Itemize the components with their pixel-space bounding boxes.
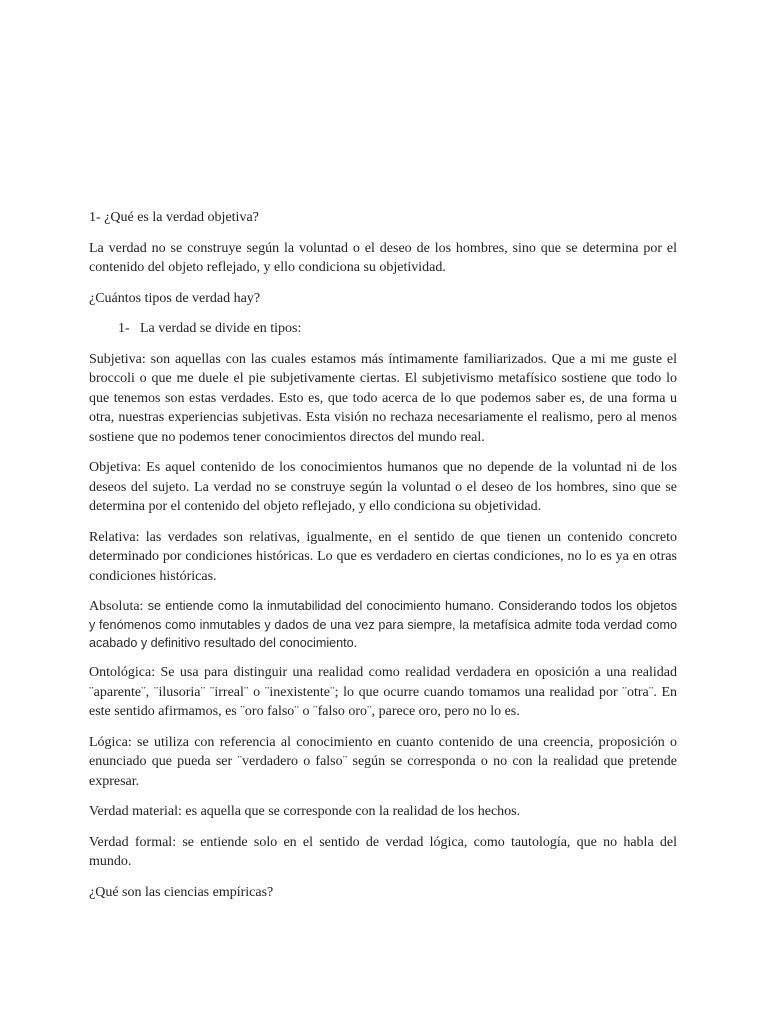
question-heading-2: ¿Cuántos tipos de verdad hay?	[89, 290, 261, 306]
type-verdad-formal	[89, 833, 677, 872]
type-term: Absoluta:	[89, 599, 144, 614]
list-item-text: La verdad se divide en tipos:	[140, 321, 302, 336]
type-description: son aquellas con las cuales estamos más íntimamente familiarizados. Que a mi me guste el broccoli o que me duele el pie subjetivamente ciertas. El subjetivismo metafísico sostiene que todo lo que tenemos son estas verdades. Esto es, que todo acerca de lo que podemos saber es, de una forma u otra, nuestras experiencias subjetivas. Esta visión no rechaza necesariamente el realismo, pero al menos sostiene que no podemos tener conocimientos directos del mundo real.	[89, 351, 677, 445]
type-term: Verdad formal:	[89, 834, 177, 850]
type-term: Relativa:	[89, 529, 140, 545]
type-logica	[89, 733, 677, 792]
type-description: se entiende como la inmutabilidad del conocimiento humano. Considerando todos los objetos y fenómenos como inmutables y dados de una vez para siempre, la metafísica admite toda verdad como acabado y definitivo resultado del conocimiento.	[89, 599, 677, 650]
type-description: se entiende solo en el sentido de verdad lógica, como tautología, que no habla del mundo.	[89, 834, 677, 869]
type-description: Se usa para distinguir una realidad como realidad verdadera en oposición a una realidad ¨aparente¨, ¨ilusoria¨ ¨irreal¨ o ¨inexistente¨; lo que ocurre cuando tomamos una realidad por ¨otra¨. En este sentido afirmamos, es ¨oro falso¨ o ¨falso oro¨, parece oro, pero no lo es.	[89, 665, 677, 719]
type-term: Objetiva:	[89, 460, 142, 475]
type-verdad-material	[89, 802, 677, 822]
document-body	[89, 208, 677, 913]
type-term: Subjetiva:	[89, 351, 146, 367]
answer-paragraph-1: La verdad no se construye según la voluntad o el deseo de los hombres, sino que se determina por el contenido del objeto reflejado, y ello condiciona su objetividad.	[89, 240, 677, 275]
type-relativa	[89, 528, 677, 587]
type-term: Lógica:	[89, 734, 132, 750]
type-term: Verdad material:	[89, 804, 182, 819]
list-number: 1-	[118, 321, 130, 336]
question-heading-3: ¿Qué son las ciencias empíricas?	[89, 884, 274, 900]
type-absoluta	[89, 597, 677, 652]
type-description: es aquella que se corresponde con la realidad de los hechos.	[181, 804, 521, 819]
type-description: se utiliza con referencia al conocimiento en cuanto contenido de una creencia, proposición o enunciado que pueda ser ¨verdadero o falso¨ según se corresponda o no con la realidad que pretende expresar.	[89, 734, 677, 789]
type-description: las verdades son relativas, igualmente, en el sentido de que tienen un contenido concreto determinado por condiciones históricas. Lo que es verdadero en ciertas condiciones, no lo es ya en otras condiciones históricas.	[89, 529, 677, 584]
numbered-list-item	[89, 319, 677, 339]
type-ontologica	[89, 663, 677, 722]
type-objetiva	[89, 458, 677, 517]
type-subjetiva	[89, 350, 677, 448]
question-heading-1: 1- ¿Qué es la verdad objetiva?	[89, 210, 259, 225]
type-description: Es aquel contenido de los conocimientos humanos que no depende de la voluntad ni de los deseos del sujeto. La verdad no se construye según la voluntad o el deseo de los hombres, sino que se determina por el contenido del objeto reflejado, y ello condiciona su objetividad.	[89, 460, 677, 514]
type-term: Ontológica:	[89, 665, 156, 680]
